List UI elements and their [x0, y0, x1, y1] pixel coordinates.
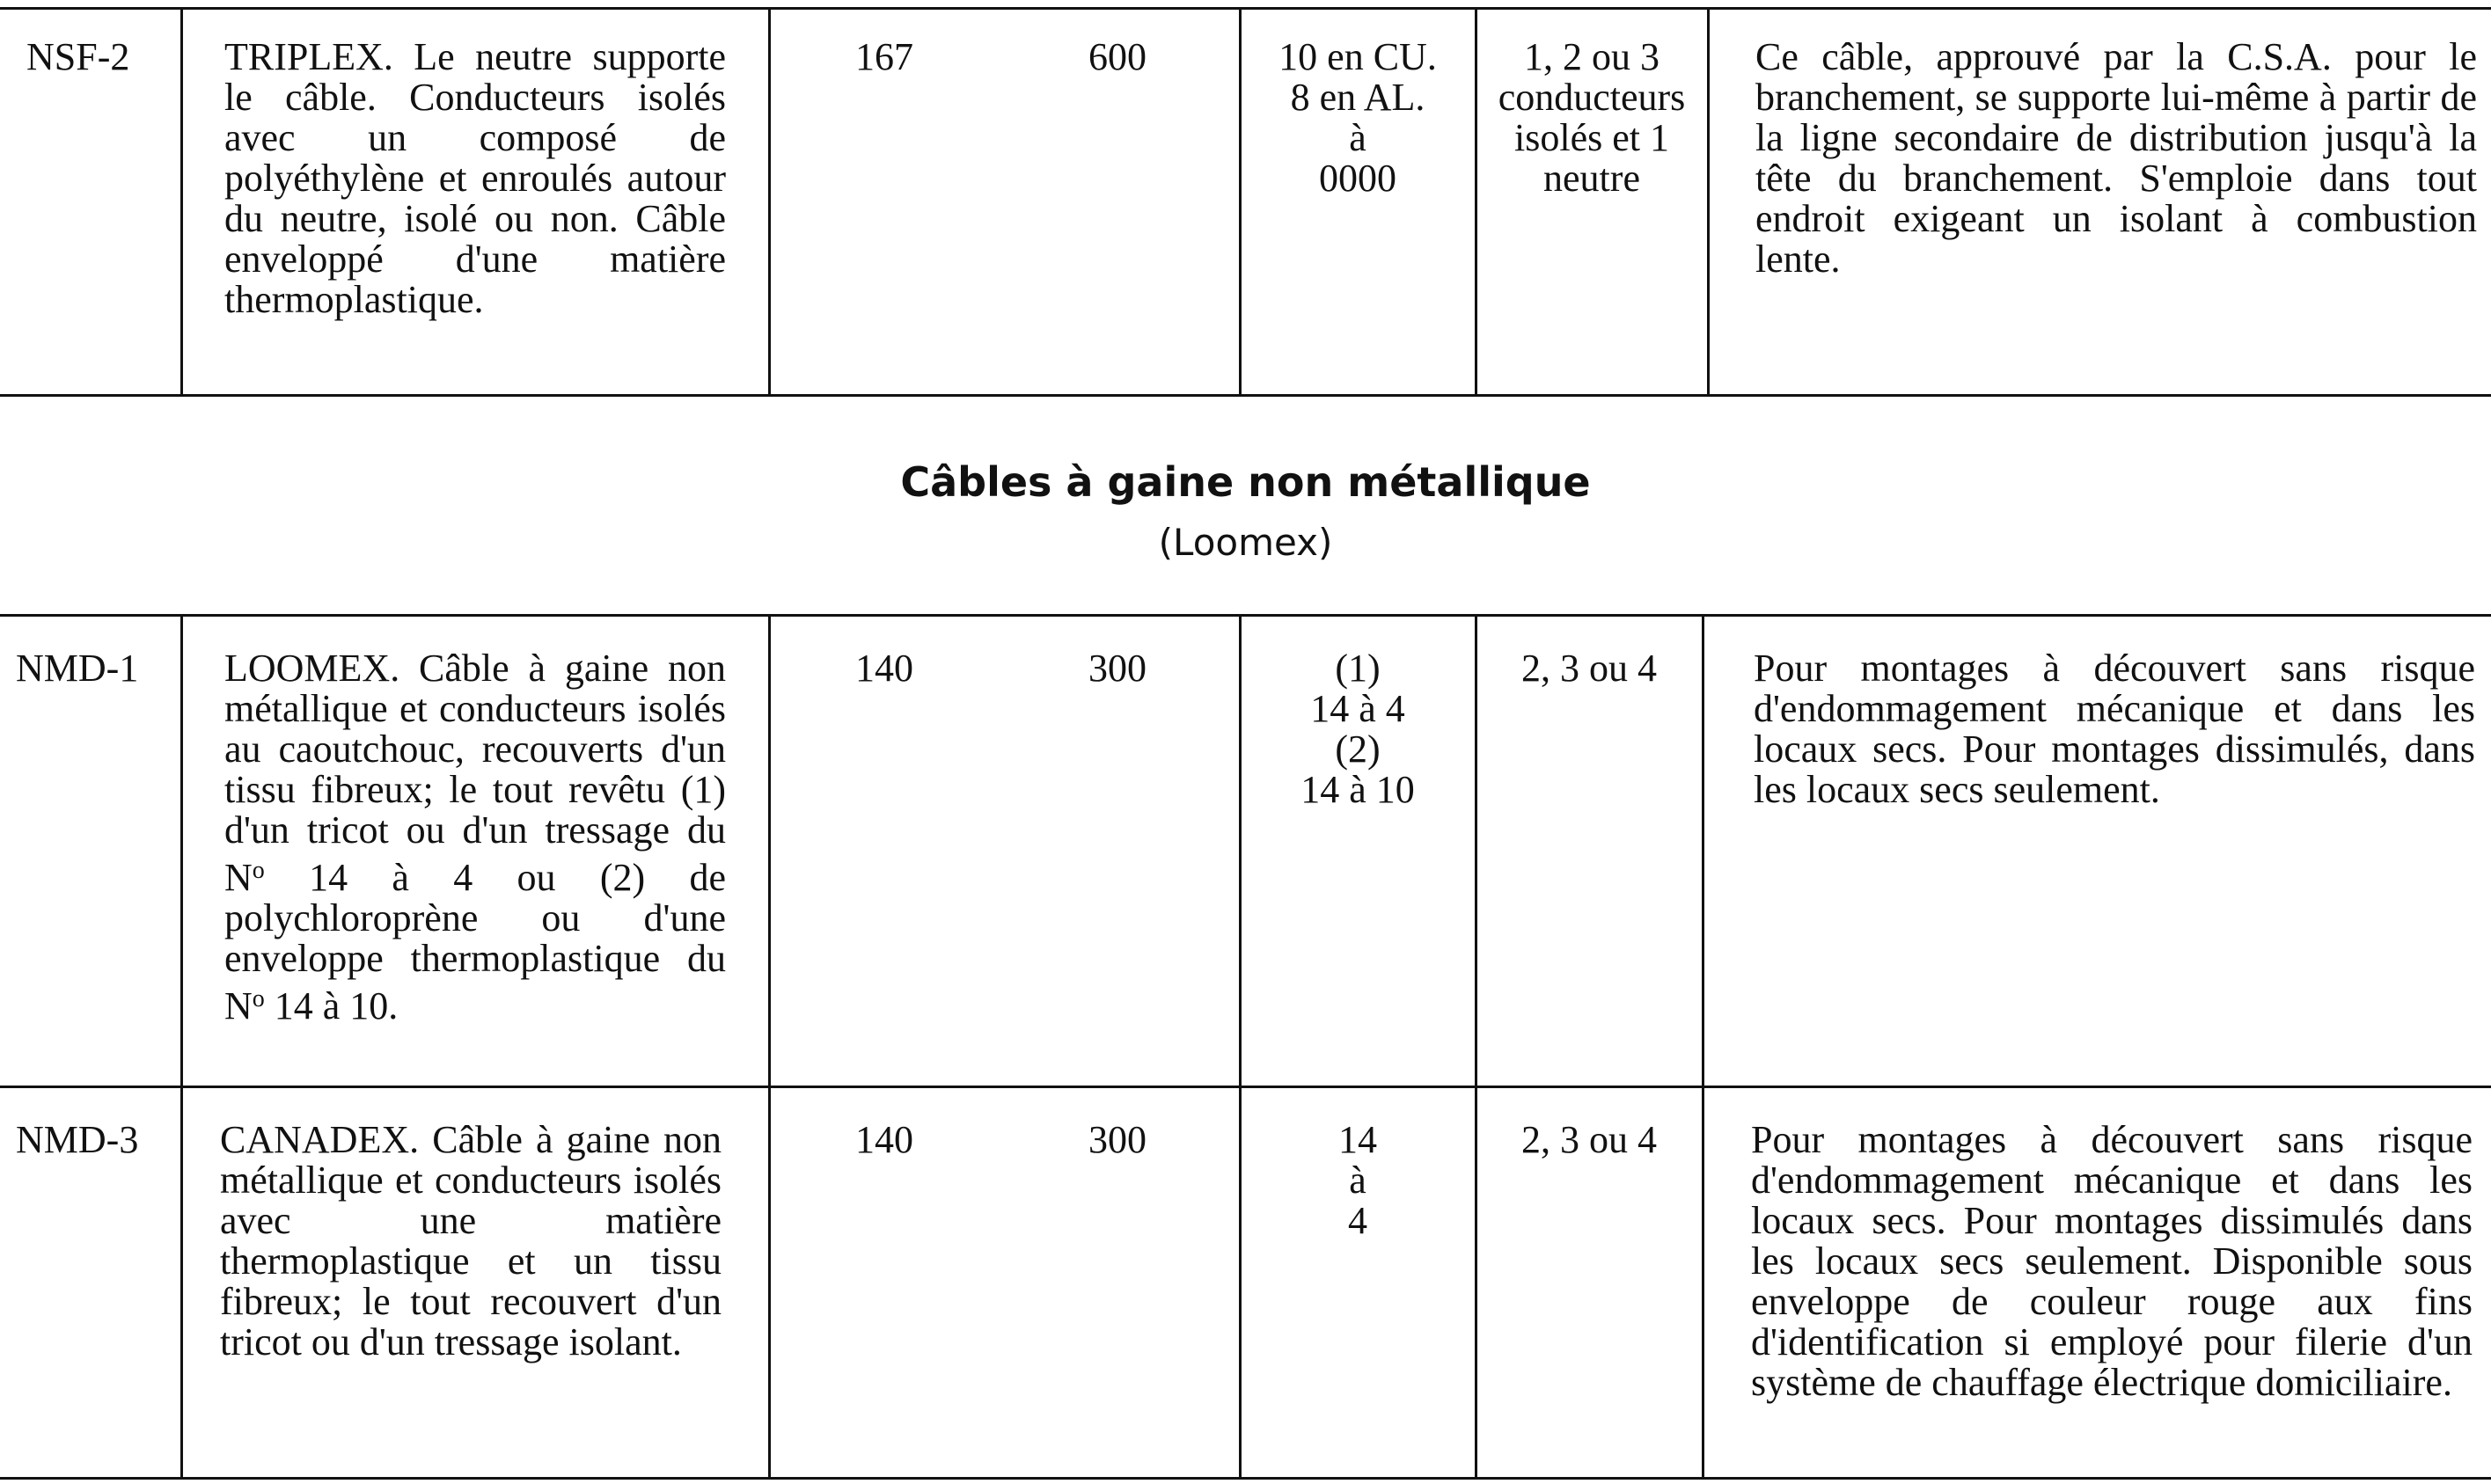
table-row-usage: Pour montages à découvert sans risque d'endommagement mécanique et dans les locaux secs. Pour montages dissimulés, dans les locaux secs seulement. [1754, 647, 2475, 811]
table-row-usage: Ce câble, approuvé par la C.S.A. pour le branchement, se supporte lui-même à partir de la ligne secondaire de distribution jusqu'à la tête du branchement. S'emploie dans tout endroit exigeant un isolant à combustion lente. [1755, 35, 2477, 281]
table-row-conductors: 2, 3 ou 4 [1521, 647, 1657, 690]
gauge-line: 4 [1348, 1199, 1367, 1242]
table-row-gauge [1242, 1120, 1473, 1241]
gauge-line: 10 en CU. [1278, 35, 1437, 78]
table-row-conductors: 2, 3 ou 4 [1521, 1118, 1657, 1161]
description-text: 14 à 4 ou (2) de polychloroprène ou d'une enveloppe thermoplastique du N [224, 856, 726, 1027]
gauge-line: (2) [1335, 727, 1381, 771]
table-row-temperature: 140 [855, 1118, 913, 1161]
table-top-bottom-border [0, 394, 2491, 397]
table-bottom-bottom-border [0, 1477, 2491, 1480]
table-row-conductors [1478, 37, 1705, 199]
conductors-line: 1, 2 ou 3 [1524, 35, 1659, 78]
conductors-line: neutre [1543, 157, 1640, 200]
row-divider [0, 1086, 2491, 1088]
gauge-line: 0000 [1319, 157, 1396, 200]
section-subtitle: (Loomex) [1158, 521, 1333, 564]
table-row-gauge [1242, 37, 1473, 199]
section-title: Câbles à gaine non métallique [900, 458, 1591, 506]
gauge-line: 8 en AL. [1290, 76, 1425, 119]
gauge-line: 14 à 4 [1310, 687, 1405, 730]
gauge-line: 14 à 10 [1300, 768, 1415, 811]
table-row-description: TRIPLEX. Le neutre supporte le câble. Conducteurs isolés avec un composé de polyéthylène et enroulés autour du neutre, isolé ou non. Câble enveloppé d'une matière thermoplastique. [224, 35, 726, 321]
gauge-line: à [1349, 116, 1366, 159]
column-divider [1475, 614, 1477, 1480]
column-divider [768, 614, 771, 1480]
superscript: o [252, 857, 265, 884]
conductors-line: isolés et 1 [1514, 116, 1669, 159]
column-divider [180, 614, 183, 1480]
conductors-line: conducteurs [1498, 76, 1686, 119]
gauge-line: (1) [1335, 647, 1381, 690]
table-row-voltage: 600 [1088, 35, 1147, 78]
column-divider [768, 7, 771, 397]
table-top-top-border [0, 7, 2491, 10]
superscript: o [252, 985, 265, 1012]
table-row-usage: Pour montages à découvert sans risque d'endommagement mécanique et dans les locaux secs. Pour montages dissimulés dans les locaux secs seulement. Disponible sous enveloppe de couleur rouge aux fins d'identification si employé pour filerie d'un système de chauffage électrique domiciliaire. [1751, 1118, 2473, 1404]
table-bottom-top-border [0, 614, 2491, 617]
column-divider [1707, 7, 1710, 397]
table-row-temperature: 167 [855, 35, 913, 78]
column-divider [1702, 614, 1704, 1480]
table-row-voltage: 300 [1088, 647, 1147, 690]
description-text: 14 à 10. [264, 984, 399, 1027]
gauge-line: 14 [1338, 1118, 1377, 1161]
table-row-voltage: 300 [1088, 1118, 1147, 1161]
table-row-description [224, 648, 726, 1027]
table-row-code: NMD-3 [16, 1118, 139, 1161]
table-row-gauge [1242, 648, 1473, 810]
table-row-code: NSF-2 [26, 35, 130, 78]
column-divider [1475, 7, 1477, 397]
table-row-code: NMD-1 [16, 647, 139, 690]
table-row-temperature: 140 [855, 647, 913, 690]
description-text: LOOMEX. Câble à gaine non métallique et conducteurs isolés au caoutchouc, recouverts d'un tissu fibreux; le tout revêtu (1) d'un tricot ou d'un tressage du N [224, 647, 726, 899]
gauge-line: à [1349, 1159, 1366, 1202]
column-divider [180, 7, 183, 397]
table-row-description: CANADEX. Câble à gaine non métallique et conducteurs isolés avec une matière thermoplastique et un tissu fibreux; le tout recouvert d'un tricot ou d'un tressage isolant. [220, 1118, 722, 1363]
column-divider [1239, 614, 1242, 1480]
column-divider [1239, 7, 1242, 397]
